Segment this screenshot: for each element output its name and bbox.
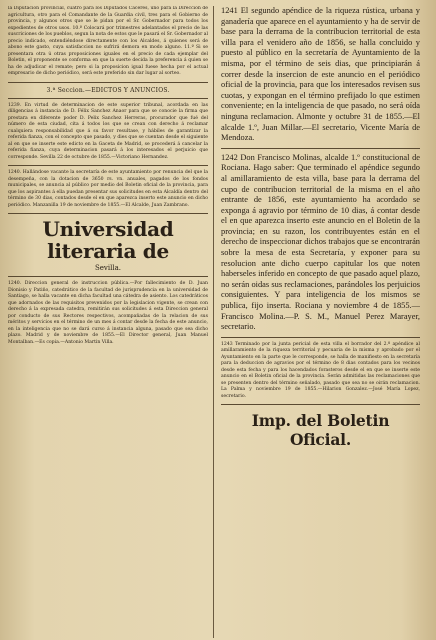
section-divider: [221, 404, 420, 405]
notice-1243: 1243 Terminado por la junta pericial de esta villa el borrador del 2.º apéndice al amillaramiento de la riqueza territorial y pecuaria de la misma y aprobado por el Ayuntamiento en la parte que le corresponde, se halla de manifiesto en la secretaría para la deduccion de agravios por el término de 8 dias contados para los vecinos desde esta fecha y para los hacendados forasteros desde el en que se inserte este anuncio en el Boletin oficial de la provincia. Serán admitidas las reclamaciones que se presenten dentro del término señalado, pasado que sea no se oirán reclamacion. La Palma y noviembre 19 de 1855.—Hilarion Gonzalez.—José María Lopez, secretario.: [221, 341, 420, 399]
printer-footer: Imp. del Boletin Oficial.: [251, 411, 390, 450]
edict-1239: 1239. En virtud de determinacion de este superior tribunal, acordada en las diligencias á instancia de D. Félix Sanchez Anaor para que se conocie la firma que prestara en diferente poder D. Pelix Sanchez Herreras, procurador que fué del número de esta ciudad, cita á todos los que se crean con derecho á reclamar cualquiera responsabilidad que á su favor resultase, y hábiles de garantizar la referida fianza, con el concepto que pasado, y dies que se cuentan desde el siguiente al en que se inserte este edicto en la Gaceta de Madrid, se procederá á cancelar la referida fianza, cuya determinacion pasará á los interesados el perjuicio que corresponde. Sevilla 22 de octubre de 1855.—Victoriano Hernandez.: [8, 102, 208, 160]
section-divider: [8, 98, 208, 99]
notice-1242: 1242 Don Francisco Molinas, alcalde 1.º constitucional de Rociana. Hago saber: Que terminado el apéndice segundo al amillaramiento de esta villa, base para la derrama del cupo de contribucion territorial de la misma en el año entrante de 1856, este ayuntamiento ha acordado se exponga á agravio por término de 10 dias, á contar desde el en que aparezca inserto este anuncio en el Boletin de la provincia; en su razon, los contribuyentes están en el derecho de inspeccionar dichos trabajos que se encontrarán sobre la mesa de esta Secretaría, y exponer para su resolucion ante dicho cuerpo capitular los que noten haberseles inferido en concepto de que pasado aquel plazo, no serán oidas sus reclamaciones, parándoles los perjuicios consiguientes. Y para inteligencia de los mismos se publica, fijo inserta. Rociana y noviembre 4 de 1855.—Francisco Molina.—P. S. M., Manuel Perez Marayer, secretario.: [221, 152, 420, 332]
left-column: [8, 6, 213, 638]
section-heading: 3.ª Seccion.—EDICTOS Y ANUNCIOS.: [46, 86, 170, 94]
page-columns: [8, 6, 428, 638]
section-divider: [8, 82, 208, 83]
right-column: [213, 6, 420, 638]
bidding-conditions-text: la Diputacion provincial, cuatro para los Diputados Cáceres, uno para la Direccion de agricultura, otro para el Comandante de la Guardia civil, tres para el Gobierno de provincia, y algunos otros que se le pidan por el Sr. Gobernador para todos los expedientes de otros usos. 10.º Colocará por trimestres adelantados el precio de las suscriciones de los pueblos, segun la nota de estos que le pasará el Sr. Gobernador al precio indicado, entendiéndose directamente con los Alcaldes, á quienes será de abono este gasto, cuya satisfaccion no sufrirá demora en modo alguno. 11.º Si se presentara otra ú otras proposiciones iguales en el precio de cada ejemplar del Boletin, el proponente se conforma en que la suerte decida la preferencia á quien se ha de adjudicar el remate; pero si la proposicion igual fuese hecha por el actual empresario de dicho periódico, será este preferido sin dar lugar al sorteo.: [8, 6, 208, 76]
edict-1240-chair: 1240. Direccion general de instruccion pública.—Por fallecimiento de D. Juan Dionisio y Patiño, catedrático de la facultad de jurisprudencia en la universidad de Santiago, se halla vacante en dicha facultad una cátedra de asiento. Los catedráticos que adornados de las requisitos prevenidos por la legislacion vigente, se crean con derecho á la expresada catedra, remitirán sus solicitudes á esta Direccion general por conducto de sus Rectores respectivos, acompañadas de la relacion de sus méritos y servicios en el término de un mes á contar desde la fecha de este anuncio, en la inteligencia que no se dará curso á instancia alguna, pasado que sea dicho plazo. Madrid y de noviembre de 1855.—El Director general, Juan Manuel Montalban.—Es copia.—Antonio Martin Villa.: [8, 281, 208, 345]
section-divider: [8, 213, 208, 214]
section-divider: [221, 148, 420, 149]
edict-1240-vacancy: 1240. Hallándose vacante la secretaría de este ayuntamiento por renuncia del que la desempeña, con la dotacion de 3650 rs. vn. anuales, pagados de los fondos municipales, se anuncia al público por medio del Boletin oficial de la provincia, para que los aspirantes á ella puedan presentar sus solicitudes en esta Alcaldía dentro del término de 30 dias, contados desde el en que aparezca inserto este anuncio en dicho periódico. Manzanilla 19 de noviembre de 1855.—El Alcalde, Juan Zambrano.: [8, 170, 208, 208]
notice-1241: 1241 El segundo apéndice de la riqueza rústica, urbana y ganadería que aparece en el ayuntamiento y ha de servir de base para la derrama de la contribucion territorial de esta villa para el venidero año de 1856, se halla concluido y puesto al público en la secretaría de Ayuntamiento de la misma, por el término de seis dias, que principiarán á correr desde la insercion de este anuncio en el periódico oficial de la provincia, para que los interesados revisen sus cuotas, y expongan en el término prefijado lo que estimen conveniente; en la inteligencia de que pasado, no será oída ninguna reclamacion. Almonte y octubre 31 de 1855.—El alcalde 1.º, Juan Millar.—El secretario, Vicente María de Mendoza.: [221, 6, 420, 143]
university-city: Sevilla.: [94, 264, 121, 272]
section-divider: [8, 276, 208, 277]
university-heading: Universidad literaria de: [42, 217, 174, 263]
section-divider: [221, 337, 420, 338]
section-divider: [8, 165, 208, 166]
